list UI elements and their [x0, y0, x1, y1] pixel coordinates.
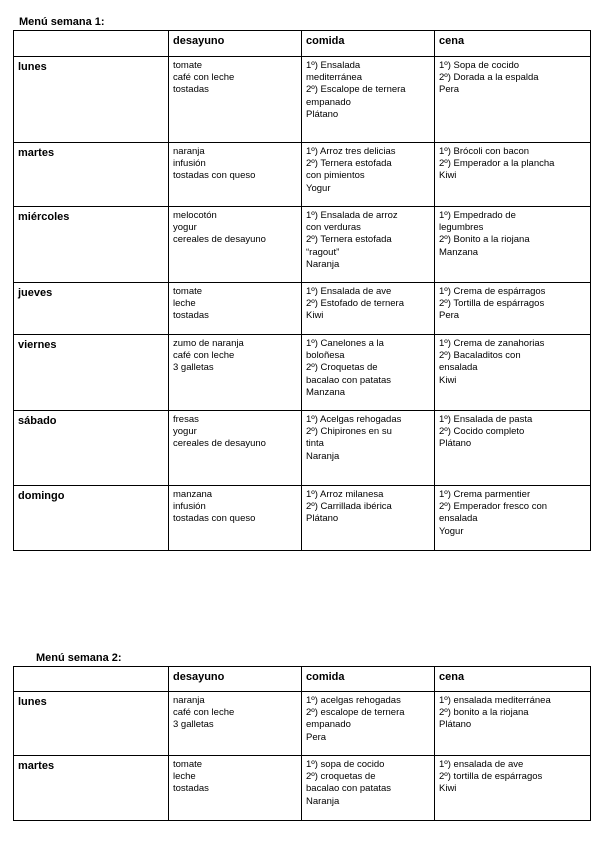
comida-cell	[302, 335, 435, 411]
desayuno-item: infusión	[173, 158, 206, 170]
comida-item: “ragout”	[306, 246, 340, 258]
desayuno-item: tostadas	[173, 783, 209, 795]
comida-cell	[302, 57, 435, 143]
cena-item: 1º) Sopa de cocido	[439, 60, 520, 71]
header-desayuno: desayuno	[169, 31, 302, 57]
cena-item: Plátano	[439, 719, 472, 731]
cena-item: 1º) Crema parmentier	[439, 489, 531, 500]
desayuno-item: zumo de naranja	[173, 338, 244, 349]
desayuno-cell	[169, 411, 302, 486]
desayuno-item: café con leche	[173, 72, 235, 84]
comida-item: bacalao con patatas	[306, 374, 392, 386]
day-label: domingo	[14, 486, 169, 551]
menu-week-2-table	[13, 666, 591, 821]
desayuno-item: yogur	[173, 426, 197, 438]
cena-item: 2º) Cocido completo	[439, 426, 525, 438]
comida-item: 1º) Arroz tres delicias	[306, 146, 396, 157]
cena-item: 1º) Empedrado de	[439, 210, 516, 221]
desayuno-item: yogur	[173, 222, 197, 234]
day-row	[14, 283, 591, 335]
comida-item: 1º) sopa de cocido	[306, 759, 385, 770]
day-row	[14, 692, 591, 756]
cena-cell	[435, 283, 591, 335]
comida-cell	[302, 756, 435, 821]
desayuno-item: tostadas	[173, 84, 209, 96]
comida-cell	[302, 283, 435, 335]
header-corner	[14, 667, 169, 692]
comida-item: 1º) Ensalada de arroz	[306, 210, 398, 221]
comida-item: Kiwi	[306, 310, 324, 322]
comida-cell	[302, 207, 435, 283]
menu-week-1-body	[14, 31, 591, 551]
comida-item: 1º) Canelones a la	[306, 338, 384, 349]
comida-item: Naranja	[306, 450, 340, 462]
comida-item: 1º) Arroz milanesa	[306, 489, 384, 500]
desayuno-item: tostadas con queso	[173, 170, 256, 182]
comida-item: Naranja	[306, 258, 340, 270]
cena-item: Kiwi	[439, 783, 457, 795]
day-row	[14, 486, 591, 551]
desayuno-item: tomate	[173, 759, 203, 770]
menu-week-2-title: Menú semana 2:	[36, 652, 122, 664]
comida-item: empanado	[306, 719, 351, 731]
cena-cell	[435, 756, 591, 821]
cena-cell	[435, 57, 591, 143]
desayuno-item: cereales de desayuno	[173, 234, 266, 246]
cena-item: ensalada	[439, 513, 478, 525]
comida-cell	[302, 411, 435, 486]
comida-item: bacalao con patatas	[306, 783, 392, 795]
desayuno-cell	[169, 335, 302, 411]
cena-cell	[435, 143, 591, 207]
cena-item: 2º) Emperador a la plancha	[439, 158, 555, 170]
cena-item: 2º) Tortilla de espárragos	[439, 298, 545, 310]
comida-item: 2º) Croquetas de	[306, 362, 378, 374]
comida-item: 1º) Ensalada	[306, 60, 361, 71]
day-row	[14, 335, 591, 411]
desayuno-item: fresas	[173, 414, 199, 425]
desayuno-item: café con leche	[173, 350, 235, 362]
day-row	[14, 57, 591, 143]
desayuno-item: naranja	[173, 695, 205, 706]
cena-item: Manzana	[439, 246, 479, 258]
desayuno-item: café con leche	[173, 707, 235, 719]
cena-cell	[435, 486, 591, 551]
desayuno-item: tostadas	[173, 310, 209, 322]
header-comida: comida	[302, 667, 435, 692]
comida-item: con pimientos	[306, 170, 365, 182]
comida-item: 2º) Escalope de ternera	[306, 84, 406, 96]
day-row	[14, 207, 591, 283]
cena-item: 1º) Brócoli con bacon	[439, 146, 530, 157]
cena-item: Pera	[439, 310, 460, 322]
cena-item: 1º) ensalada de ave	[439, 759, 524, 770]
comida-item: boloñesa	[306, 350, 345, 362]
desayuno-item: leche	[173, 298, 196, 310]
comida-item: Pera	[306, 731, 327, 743]
desayuno-cell	[169, 486, 302, 551]
header-cena: cena	[435, 31, 591, 57]
header-desayuno: desayuno	[169, 667, 302, 692]
cena-item: ensalada	[439, 362, 478, 374]
cena-item: 2º) Bonito a la riojana	[439, 234, 530, 246]
desayuno-item: 3 galletas	[173, 362, 214, 374]
header-cena: cena	[435, 667, 591, 692]
menu-week-1-title: Menú semana 1:	[19, 16, 105, 28]
desayuno-item: infusión	[173, 501, 206, 513]
day-label: jueves	[14, 283, 169, 335]
desayuno-cell	[169, 207, 302, 283]
cena-cell	[435, 411, 591, 486]
header-comida: comida	[302, 31, 435, 57]
desayuno-item: melocotón	[173, 210, 217, 221]
comida-cell	[302, 143, 435, 207]
day-row	[14, 411, 591, 486]
comida-item: empanado	[306, 96, 351, 108]
cena-item: 2º) tortilla de espárragos	[439, 771, 543, 783]
cena-item: 2º) Dorada a la espalda	[439, 72, 539, 84]
cena-item: 1º) Crema de zanahorias	[439, 338, 545, 349]
cena-item: Kiwi	[439, 170, 457, 182]
cena-item: Yogur	[439, 525, 464, 537]
desayuno-cell	[169, 57, 302, 143]
menu-week-2-body	[14, 667, 591, 821]
comida-item: Yogur	[306, 182, 331, 194]
cena-item: 1º) Crema de espárragos	[439, 286, 546, 297]
comida-item: Manzana	[306, 386, 346, 398]
comida-item: 2º) Chipirones en su	[306, 426, 392, 438]
comida-item: 2º) croquetas de	[306, 771, 376, 783]
day-row	[14, 756, 591, 821]
day-label: martes	[14, 756, 169, 821]
cena-item: Pera	[439, 84, 460, 96]
cena-item: 1º) Ensalada de pasta	[439, 414, 533, 425]
day-row	[14, 143, 591, 207]
day-label: lunes	[14, 692, 169, 756]
cena-item: legumbres	[439, 222, 484, 234]
comida-item: 2º) Ternera estofada	[306, 158, 392, 170]
comida-item: 2º) Carrillada ibérica	[306, 501, 392, 513]
cena-item: 2º) Bacaladitos con	[439, 350, 521, 362]
comida-item: 1º) acelgas rehogadas	[306, 695, 401, 706]
day-label: sábado	[14, 411, 169, 486]
comida-item: Plátano	[306, 108, 339, 120]
cena-item: 2º) Emperador fresco con	[439, 501, 548, 513]
desayuno-item: tostadas con queso	[173, 513, 256, 525]
comida-item: 2º) Estofado de ternera	[306, 298, 405, 310]
desayuno-item: naranja	[173, 146, 205, 157]
desayuno-item: tomate	[173, 286, 203, 297]
comida-item: mediterránea	[306, 72, 362, 84]
comida-item: 1º) Ensalada de ave	[306, 286, 392, 297]
header-row	[14, 31, 591, 57]
comida-item: 2º) escalope de ternera	[306, 707, 405, 719]
desayuno-item: leche	[173, 771, 196, 783]
comida-item: con verduras	[306, 222, 361, 234]
day-label: viernes	[14, 335, 169, 411]
comida-item: tinta	[306, 438, 324, 450]
cena-cell	[435, 335, 591, 411]
cena-cell	[435, 207, 591, 283]
desayuno-cell	[169, 283, 302, 335]
desayuno-cell	[169, 756, 302, 821]
day-label: martes	[14, 143, 169, 207]
comida-item: 2º) Ternera estofada	[306, 234, 392, 246]
day-label: miércoles	[14, 207, 169, 283]
desayuno-cell	[169, 143, 302, 207]
cena-item: 1º) ensalada mediterránea	[439, 695, 551, 706]
desayuno-item: tomate	[173, 60, 203, 71]
menu-week-1-table	[13, 30, 591, 551]
desayuno-item: cereales de desayuno	[173, 438, 266, 450]
header-corner	[14, 31, 169, 57]
cena-item: Kiwi	[439, 374, 457, 386]
day-label: lunes	[14, 57, 169, 143]
cena-item: 2º) bonito a la riojana	[439, 707, 529, 719]
desayuno-item: 3 galletas	[173, 719, 214, 731]
desayuno-cell	[169, 692, 302, 756]
comida-cell	[302, 486, 435, 551]
comida-item: 1º) Acelgas rehogadas	[306, 414, 402, 425]
comida-item: Plátano	[306, 513, 339, 525]
desayuno-item: manzana	[173, 489, 213, 500]
cena-cell	[435, 692, 591, 756]
cena-item: Plátano	[439, 438, 472, 450]
comida-cell	[302, 692, 435, 756]
comida-item: Naranja	[306, 795, 340, 807]
header-row	[14, 667, 591, 692]
